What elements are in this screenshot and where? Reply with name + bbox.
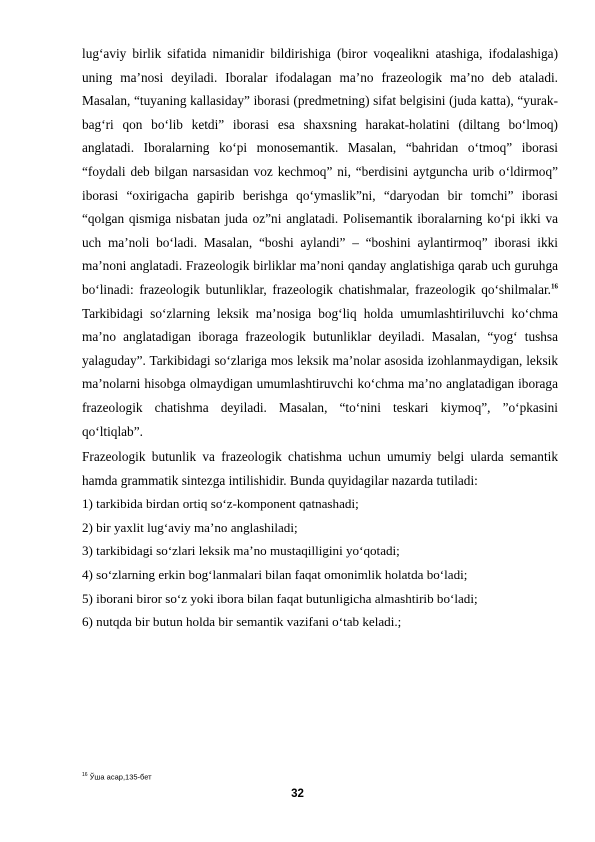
list-item: 2) bir yaxlit lug‘aviy ma’no anglashiladi; [82,519,298,535]
list-item: 4) so‘zlarning erkin bog‘lanmalari bilan faqat omonimlik holatda bo‘ladi; [82,567,468,583]
footnote-number: 16 [82,772,88,778]
body-paragraph-2: Frazeologik butunlik va frazeologik chatishma uchun umumiy belgi ularda semantik hamda grammatik sintezga intilishidir. Bunda quyidagilar nazarda tutiladi: [82,449,558,488]
body-paragraph-1 [82,42,558,443]
list-item: 1) tarkibida birdan ortiq so‘z-komponent qatnashadi; [82,496,359,512]
paragraph-1-text-b: Tarkibidagi so‘zlarning leksik ma’nosiga bog‘liq holda umumlashtiriluvchi ko‘chma ma’no anglatadigan iboraga frazeologik butunliklar deyiladi. Masalan, “yog‘ tushsa yalaguday”. Tarkibidagi so‘zlariga mos leksik ma’nolar asosida izohlanmaydigan, leksik ma’nolarni hisobga olmaydigan umumlashtiruvchi ko‘chma ma’no anglatadigan iboraga frazeologik chatishma deyiladi. Masalan, “to‘nini teskari kiymoq”, ”o‘pkasini qo‘ltiqlab”. [82,305,558,439]
list-item: 3) tarkibidagi so‘zlari leksik ma’no mustaqilligini yo‘qotadi; [82,543,400,559]
list-item: 6) nutqda bir butun holda bir semantik vazifani o‘tab keladi.; [82,614,402,630]
footnote-reference[interactable]: 16 [551,282,558,291]
page-number: 32 [291,788,304,800]
footnote [82,772,152,782]
footnote-text: Ўша асар,135-бет [87,772,152,782]
numbered-list [82,492,558,634]
paragraph-1-text-a: lug‘aviy birlik sifatida nimanidir bildirishiga (biror voqealikni atashiga, ifodalashiga) uning ma’nosi deyiladi. Iboralar ifodalagan ma’no frazeologik ma’no deb ataladi. Masalan, “tuyaning kallasiday” iborasi (predmetning) sifat belgisini (juda katta), “yurak-bag‘ri qon bo‘lib ketdi” iborasi esa shaxsning harakat-holatini (diltang bo‘lmoq) anglatadi. Iboralarning ko‘pi monosemantik. Masalan, “bahridan o‘tmoq” iborasi “foydali deb bilgan narsasidan voz kechmoq” ni, “berdisini aytguncha urib o‘ldirmoq” iborasi “oxirigacha gapirib berishga qo‘ymaslik”ni, “daryodan bir tomchi” iborasi “qolgan qismiga nisbatan juda oz”ni anglatadi. Polisemantik iboralarning ko‘pi ikki va uch ma’noli bo‘ladi. Masalan, “boshi aylandi” – “boshini aylantirmoq” iborasi ikki ma’noni anglatadi. Frazeologik birliklar ma’noni qanday anglatishiga qarab uch guruhga bo‘linadi: frazeologik butunliklar, frazeologik chatishmalar, frazeologik qo‘shilmalar. [82,46,558,297]
page-body [82,42,558,634]
list-item: 5) iborani biror so‘z yoki ibora bilan faqat butunligicha almashtirib bo‘ladi; [82,590,478,606]
